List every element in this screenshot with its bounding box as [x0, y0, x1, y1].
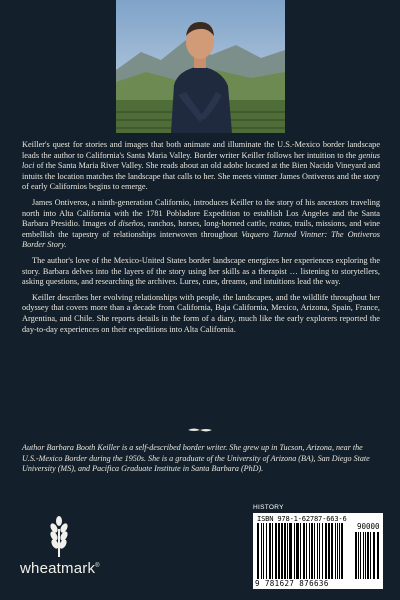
addon-bar	[360, 532, 361, 579]
barcode-bar	[331, 523, 333, 579]
addon-bar	[373, 532, 375, 579]
italic-run: diseños,	[118, 219, 146, 229]
barcode-bar	[266, 523, 267, 579]
barcode-bar	[257, 523, 259, 579]
barcode-bar	[263, 523, 264, 579]
isbn-barcode	[253, 513, 383, 589]
description-paragraph	[22, 256, 380, 288]
addon-bar	[367, 532, 369, 579]
barcode-bar	[328, 523, 330, 579]
barcode-bar	[269, 523, 271, 579]
wheat-icon	[44, 515, 74, 557]
publisher-name: wheatmark®	[20, 560, 100, 577]
addon-bar	[377, 532, 379, 579]
isbn-text: ISBN 978-1-62787-663-6	[257, 514, 347, 523]
barcode-bar	[319, 523, 320, 579]
text-run: Keiller's quest for stories and images that both animate and illuminate the U.S.-Mexico border landscape leads the author to California's Santa Maria Valley. Border writer Keiller follows her intuition to the	[22, 140, 380, 160]
addon-bar	[355, 532, 357, 579]
category-label: HISTORY	[253, 504, 284, 511]
barcode-bar	[325, 523, 327, 579]
barcode-bar	[341, 523, 343, 579]
barcode-bar	[294, 523, 295, 579]
text-run: trails, missions, and wine embellish the tapestry of relationships interwoven throughout	[22, 219, 380, 239]
addon-bar	[363, 532, 364, 579]
addon-bar	[358, 532, 359, 579]
barcode-bar	[281, 523, 283, 579]
barcode-bar	[275, 523, 277, 579]
barcode-bar	[306, 523, 307, 579]
barcode-bar	[337, 523, 338, 579]
barcode-bar	[287, 523, 288, 579]
author-photo-image	[116, 0, 285, 133]
ean-digits: 9 781627 876636	[255, 579, 329, 588]
addon-bar	[370, 532, 371, 579]
barcode-bar	[311, 523, 313, 579]
description-paragraph	[22, 140, 380, 193]
barcode-bar	[317, 523, 318, 579]
description-paragraph	[22, 293, 380, 335]
text-run: ranchos, horses, long-horned cattle,	[145, 219, 270, 229]
barcode-bar	[272, 523, 273, 579]
barcode-bar	[322, 523, 323, 579]
ornament-divider-icon	[188, 425, 212, 435]
barcode-bar	[314, 523, 315, 579]
author-bio: Author Barbara Booth Keiller is a self-described border writer. She grew up in Tucson, Arizona, near the U.S.-Mexico Border during the 1950s. She is a graduate of the University of Arizona (BA), San Diego State University (MS), and Pacifica Graduate Institute in Santa Barbara (PhD).	[22, 443, 370, 474]
text-run: Keiller describes her evolving relationships with people, the landscapes, and the wildlife throughout her odyssey that covers more than a decade from California, Baja California, Mexico, Arizona, Spain, France, Argentina, and Chile. She reports details in the form of a diary, much like the early explorers reported the day-to-day experiences on their expeditions into Alta California.	[22, 292, 380, 334]
barcode-bar	[339, 523, 340, 579]
barcode-bar	[296, 523, 299, 579]
description-paragraph	[22, 198, 380, 251]
barcode-bars	[253, 523, 383, 581]
author-photo	[116, 0, 285, 133]
text-run: James Ontiveros, a ninth-generation Californio, introduces Keiller to the story of his ancestors traveling north into Alta California with the 1781 Pobladore Expedition to establish Los Angeles and the Santa Barbara Presidio. Images of	[22, 197, 380, 229]
barcode-bar	[284, 523, 286, 579]
barcode-bar	[289, 523, 292, 579]
price-code: 90000	[357, 522, 380, 531]
text-run: The author's love of the Mexico-United States border landscape energizes her experiences exploring the story. Barbara delves into the layers of the story using her skills as a therapist … listening to storytellers, asking questions, and researching the archives. Lures, cues, dreams, and intuitions lead the way.	[22, 255, 380, 287]
publisher-logo	[20, 515, 115, 585]
addon-bar	[365, 532, 366, 579]
barcode-bar	[300, 523, 301, 579]
italic-run: genius loci	[22, 150, 380, 171]
text-run: of the Santa Maria River Valley. She reads about an old adobe located at the Bien Nacido Vineyard and intuits the location matches the landscape that calls to her. She meets vintner James Ontiveros and the story of early Californios begins to emerge.	[22, 161, 380, 192]
barcode-bar	[278, 523, 280, 579]
barcode-bar	[261, 523, 262, 579]
barcode-bar	[309, 523, 310, 579]
italic-run: Vaquero Turned Vintner: The Ontiveros Border Story.	[22, 229, 380, 250]
barcode-bar	[335, 523, 336, 579]
italic-run: reatas,	[269, 219, 293, 229]
barcode-bar	[303, 523, 305, 579]
back-cover-description	[22, 140, 380, 340]
